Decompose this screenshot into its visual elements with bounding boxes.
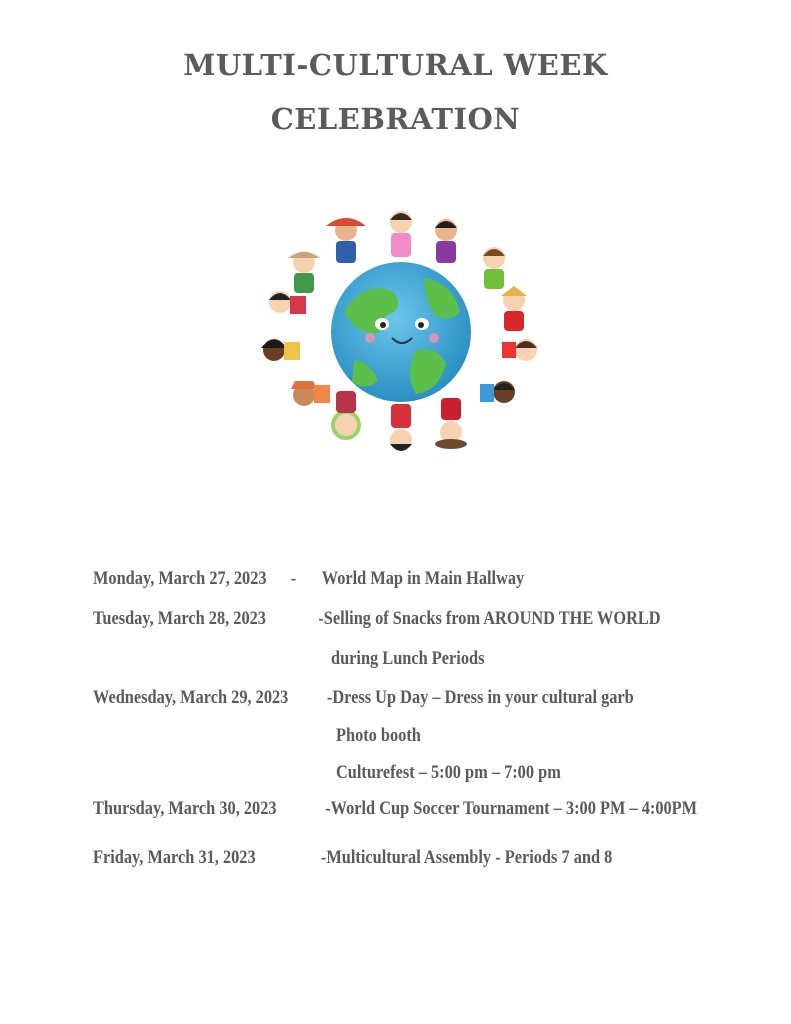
schedule-separator: - (326, 687, 333, 708)
schedule-event: Multicultural Assembly - Periods 7 and 8 (326, 847, 613, 868)
schedule-event: Selling of Snacks from AROUND THE WORLD (323, 608, 661, 629)
page-title-line-1: MULTI-CULTURAL WEEK (183, 48, 608, 82)
schedule-row-tuesday (93, 608, 661, 630)
schedule-date: Friday, March 31, 2023 (93, 847, 256, 868)
schedule-separator: - (318, 608, 324, 629)
schedule-event-continuation: Culturefest – 5:00 pm – 7:00 pm (336, 762, 561, 783)
schedule-row-monday (93, 568, 524, 590)
schedule-event: Dress Up Day – Dress in your cultural garb (332, 687, 634, 708)
schedule-date: Thursday, March 30, 2023 (93, 798, 277, 819)
page-title-line-2: CELEBRATION (270, 102, 521, 136)
schedule-row-thursday (93, 798, 697, 820)
schedule-event-continuation: Photo booth (336, 725, 421, 746)
schedule-separator: - (290, 568, 297, 589)
schedule-event-continuation: during Lunch Periods (331, 648, 485, 669)
schedule-date: Tuesday, March 28, 2023 (93, 608, 266, 629)
children-around-globe-icon (246, 200, 556, 468)
schedule-separator: - (320, 847, 327, 868)
schedule-row-friday (93, 847, 612, 869)
schedule-event: World Cup Soccer Tournament – 3:00 PM – 4:00PM (330, 798, 698, 819)
schedule-separator: - (325, 798, 331, 819)
schedule-event: World Map in Main Hallway (321, 568, 525, 589)
schedule-row-wednesday (93, 687, 634, 709)
schedule-date: Monday, March 27, 2023 (93, 568, 267, 589)
schedule-date: Wednesday, March 29, 2023 (93, 687, 289, 708)
